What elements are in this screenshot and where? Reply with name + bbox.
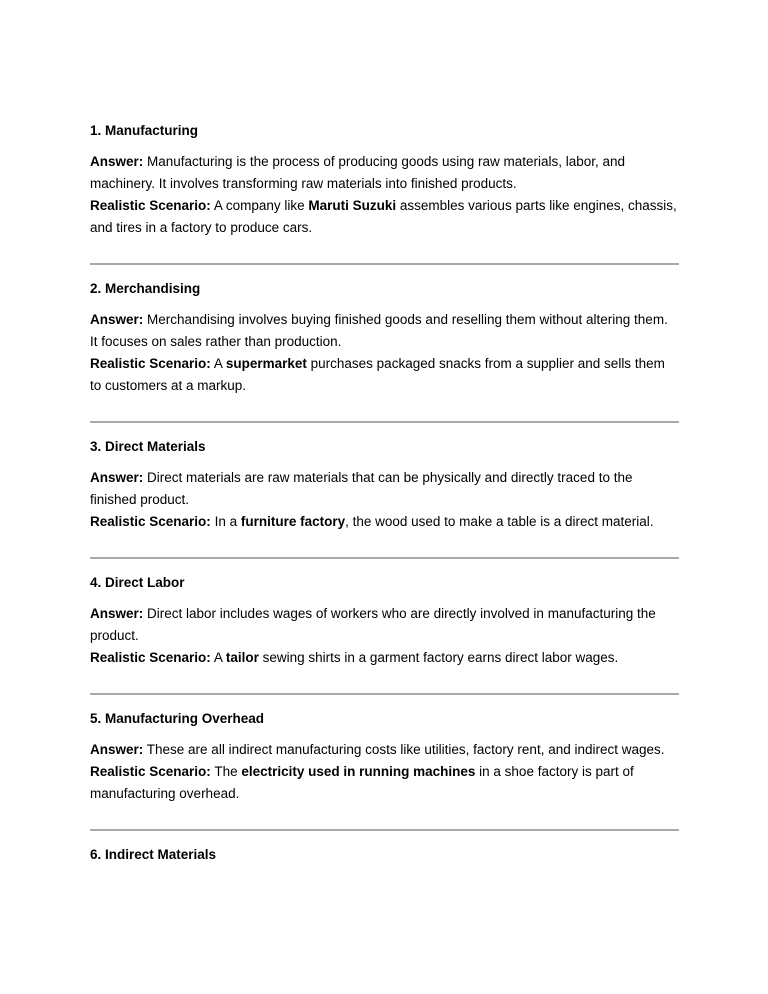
answer-label: Answer:	[90, 606, 144, 621]
scenario-highlight: electricity used in running machines	[241, 764, 476, 779]
scenario-paragraph	[90, 761, 679, 805]
scenario-text: in a shoe factory is part of manufacturing overhead.	[90, 764, 634, 801]
scenario-highlight: Maruti Suzuki	[308, 198, 397, 213]
section-divider	[90, 829, 679, 831]
section-merchandising	[90, 279, 679, 397]
scenario-label: Realistic Scenario:	[90, 198, 211, 213]
document-body	[90, 121, 679, 875]
section-manufacturing-overhead	[90, 709, 679, 805]
answer-text: These are all indirect manufacturing costs like utilities, factory rent, and indirect wages.	[143, 742, 665, 757]
scenario-paragraph	[90, 195, 679, 239]
section-divider	[90, 263, 679, 265]
section-divider	[90, 421, 679, 423]
scenario-text: In a	[210, 514, 241, 529]
section-heading: 4. Direct Labor	[90, 575, 185, 590]
answer-label: Answer:	[90, 154, 144, 169]
scenario-text: A	[210, 356, 226, 371]
answer-label: Answer:	[90, 742, 144, 757]
section-direct-materials	[90, 437, 679, 533]
section-indirect-materials	[90, 845, 679, 865]
answer-paragraph	[90, 309, 679, 353]
scenario-highlight: furniture factory	[240, 514, 346, 529]
answer-text: Direct labor includes wages of workers who are directly involved in manufacturing the product.	[90, 606, 656, 643]
scenario-text: The	[210, 764, 242, 779]
section-heading: 3. Direct Materials	[90, 439, 206, 454]
answer-text: Direct materials are raw materials that can be physically and directly traced to the finished product.	[90, 470, 633, 507]
scenario-paragraph	[90, 511, 679, 533]
scenario-paragraph	[90, 647, 679, 669]
scenario-text: purchases packaged snacks from a supplier and sells them to customers at a markup.	[90, 356, 665, 393]
scenario-label: Realistic Scenario:	[90, 764, 211, 779]
scenario-highlight: tailor	[225, 650, 259, 665]
section-heading: 5. Manufacturing Overhead	[90, 711, 265, 726]
scenario-highlight: supermarket	[225, 356, 307, 371]
answer-label: Answer:	[90, 312, 144, 327]
section-heading: 1. Manufacturing	[90, 123, 199, 138]
answer-paragraph	[90, 603, 679, 647]
section-manufacturing	[90, 121, 679, 239]
answer-paragraph	[90, 467, 679, 511]
scenario-text: A company like	[210, 198, 309, 213]
scenario-text: A	[210, 650, 226, 665]
answer-paragraph	[90, 151, 679, 195]
section-heading: 6. Indirect Materials	[90, 847, 217, 862]
answer-text: Merchandising involves buying finished goods and reselling them without altering them. It focuses on sales rather than production.	[90, 312, 668, 349]
section-divider	[90, 693, 679, 695]
scenario-label: Realistic Scenario:	[90, 514, 211, 529]
scenario-text: sewing shirts in a garment factory earns direct labor wages.	[258, 650, 619, 665]
scenario-label: Realistic Scenario:	[90, 650, 211, 665]
scenario-text: , the wood used to make a table is a direct material.	[345, 514, 654, 529]
answer-text: Manufacturing is the process of producing goods using raw materials, labor, and machinery. It involves transforming raw materials into finished products.	[90, 154, 626, 191]
scenario-text: assembles various parts like engines, chassis, and tires in a factory to produce cars.	[90, 198, 677, 235]
answer-label: Answer:	[90, 470, 144, 485]
section-heading: 2. Merchandising	[90, 281, 201, 296]
section-divider	[90, 557, 679, 559]
scenario-paragraph	[90, 353, 679, 397]
section-direct-labor	[90, 573, 679, 669]
answer-paragraph	[90, 739, 679, 761]
scenario-label: Realistic Scenario:	[90, 356, 211, 371]
